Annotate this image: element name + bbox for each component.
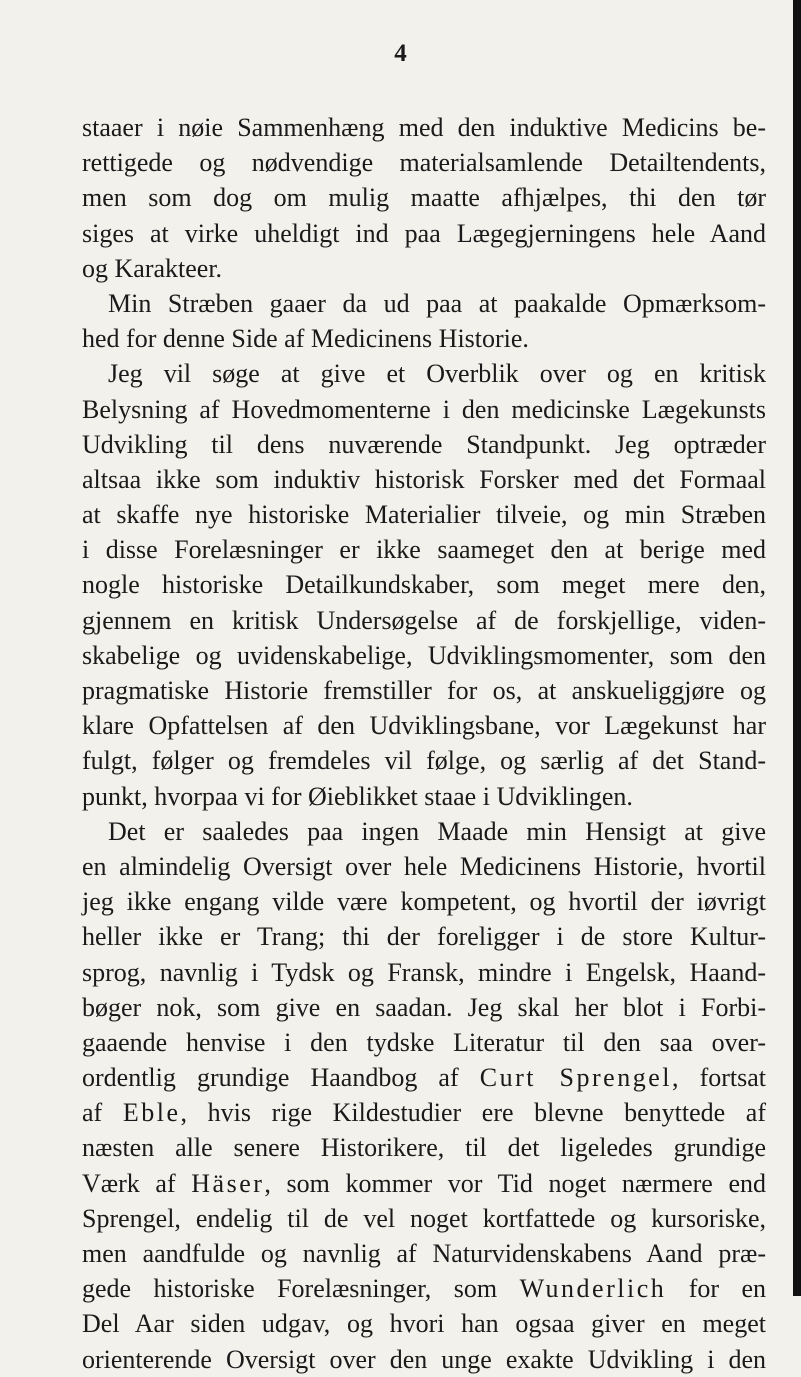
text-line: nogle historiske Detailkundskaber, som meget mere den, (82, 570, 766, 600)
text-fragment: gede historiske Forelæsninger, som (82, 1274, 498, 1304)
text-fragment: ordentlig grundige Haandbog af (82, 1063, 459, 1093)
text-line: fulgt, følger og fremdeles vil følge, og særlig af det Stand- (82, 746, 766, 776)
text-line: bøger nok, som give en saadan. Jeg skal her blot i Forbi- (82, 992, 766, 1022)
text-line: Min Stræben gaaer da ud paa at paakalde Opmærksom- (108, 288, 766, 318)
text-line: pragmatiske Historie fremstiller for os, at anskueliggjøre og (82, 676, 766, 705)
text-line: Udvikling til dens nuværende Standpunkt. Jeg optræder (82, 429, 766, 459)
text-line: en almindelig Oversigt over hele Medicinens Historie, hvortil (82, 851, 766, 881)
text-fragment: af (82, 1098, 103, 1128)
text-line: orienterende Oversigt over den unge exakte Udvikling i den (82, 1344, 766, 1374)
text-line: i disse Forelæsninger er ikke saameget den at berige med (82, 535, 766, 565)
author-name: Curt Sprengel (479, 1063, 672, 1093)
page-number: 4 (394, 40, 407, 67)
text-line: rettigede og nødvendige materialsamlende Detailtendents, (82, 148, 766, 178)
text-line: gaaende henvise i den tydske Literatur til den saa over- (82, 1027, 766, 1057)
text-line (82, 1060, 766, 1095)
text-fragment: , hvis rige Kildestudier ere blevne benyttede af (180, 1098, 767, 1128)
text-line: men som dog om mulig maatte afhjælpes, thi den tør (82, 183, 766, 213)
text-line: staaer i nøie Sammenhæng med den induktive Medicins be- (82, 113, 766, 142)
author-name: Wunderlich (519, 1274, 667, 1304)
text-fragment: , som kommer vor Tid noget nærmere end (264, 1168, 766, 1198)
text-line: Jeg vil søge at give et Overblik over og en kritisk (108, 359, 766, 389)
text-line: men aandfulde og navnlig af Naturvidenskabens Aand præ- (82, 1239, 766, 1268)
body-text (82, 110, 766, 1377)
text-line: Sprengel, endelig til de vel noget kortfattede og kursoriske, (82, 1203, 766, 1233)
text-line: sprog, navnlig i Tydsk og Fransk, mindre i Engelsk, Haand- (82, 957, 766, 987)
text-line: skabelige og uvidenskabelige, Udviklingsmomenter, som den (82, 640, 766, 670)
text-fragment: Værk af (82, 1168, 176, 1198)
text-line: at skaffe nye historiske Materialier tilveie, og min Stræben (82, 500, 766, 530)
text-line: Det er saaledes paa ingen Maade min Hensigt at give (108, 816, 766, 846)
author-name: Eble (122, 1098, 181, 1128)
text-line: heller ikke er Trang; thi der foreligger i de store Kultur- (82, 922, 766, 952)
text-line: altsaa ikke som induktiv historisk Forsker med det Formaal (82, 464, 766, 494)
text-line: næsten alle senere Historikere, til det ligeledes grundige (82, 1133, 766, 1163)
text-line: gjennem en kritisk Undersøgelse af de forskjellige, viden- (82, 605, 766, 635)
text-line: jeg ikke engang vilde være kompetent, og hvortil der iøvrigt (82, 887, 766, 917)
text-line: Belysning af Hovedmomenterne i den medicinske Lægekunsts (82, 394, 766, 424)
text-line: og Karakteer. (82, 253, 223, 283)
text-line (82, 1095, 766, 1130)
text-line: hed for denne Side af Medicinens Historie. (82, 324, 529, 354)
text-fragment: for en (688, 1274, 767, 1304)
text-line (82, 1166, 766, 1201)
text-line: punkt, hvorpaa vi for Øieblikket staae i Udviklingen. (82, 781, 633, 811)
author-name: Häser (191, 1168, 265, 1198)
text-line: klare Opfattelsen af den Udviklingsbane, vor Lægekunst har (82, 711, 766, 741)
text-line: Del Aar siden udgav, og hvori han ogsaa giver en meget (82, 1309, 766, 1339)
text-fragment: , fortsat (671, 1063, 766, 1093)
text-line: siges at virke uheldigt ind paa Lægegjerningens hele Aand (82, 218, 766, 248)
text-line (82, 1271, 766, 1306)
page-edge-shadow (793, 0, 801, 1296)
